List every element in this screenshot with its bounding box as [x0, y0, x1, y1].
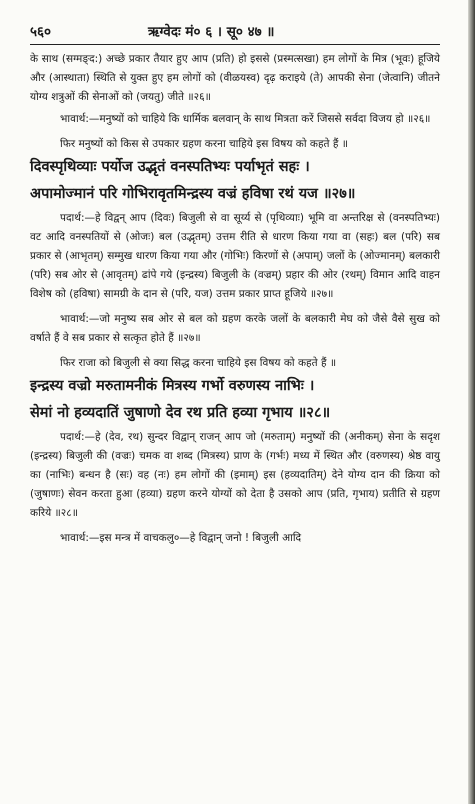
intro-27: फिर मनुष्यों को किस से उपकार ग्रहण करना चाहिये इस विषय को कहते हैं ॥	[60, 138, 349, 150]
padartha-27: पदार्थ:—हे विद्वन् आप (दिवः) बिजुली से वा सूर्य्य से (पृथिव्याः) भूमि वा अन्तरिक्ष से (वनस्पतिभ्यः) वट आदि वनस्पतियों से (ओजः) बल (उद्भृतम्) उत्तम रीति से धारण किया गया वा (सहः) बल (परि) सब प्रकार से (आभृतम्) सम्मुख धारण किया गया और (गोभिः) किरणों से (अपाम्) जलों के (ओज्मानम्) बलकारी (परि) सब ओर से (आवृतम्) ढांपे गये (इन्द्रस्य) बिजुली के (वज्रम्) प्रहार की ओर (रथम्) विमान आदि वाहन विशेष को (हविषा) सामग्री के दान से (परि, यज) उत्तम प्रकार प्राप्त हूजिये ॥२७॥	[30, 212, 440, 300]
mantra-28-line-1: इन्द्रस्य वज्रो मरुतामनीकं मित्रस्य गर्भो वरुणस्य नाभिः ।	[30, 377, 315, 394]
mantra-27-line-1: दिवस्पृथिव्याः पर्योज उद्भृतं वनस्पतिभ्यः पर्याभृतं सहः ।	[30, 158, 310, 175]
bhavartha-27: भावार्थ:—जो मनुष्य सब ओर से बल को ग्रहण करके जलों के बलकारी मेघ को जैसे वैसे सुख को वर्षाते हैं वे सब प्रकार से सत्कृत होते हैं ॥२७॥	[30, 313, 440, 344]
bhavartha-28: भावार्थ:—इस मन्त्र में वाचकलु०—हे विद्वान् जनो ! बिजुली आदि	[60, 532, 302, 544]
mantra-27-line-2: अपामोज्मानं परि गोभिरावृतमिन्द्रस्य वज्रं हविषा रथं यज ॥२७॥	[30, 185, 356, 202]
bhavartha-26: भावार्थ:—मनुष्यों को चाहिये कि धार्मिक बलवान् के साथ मित्रता करें जिससे सर्वदा विजय हो ॥२६॥	[60, 113, 431, 125]
book-spine-shadow	[468, 0, 475, 804]
paragraph-continuation: के साथ (सग्मङ्द:) अच्छे प्रकार तैयार हुए आप (प्रति) हो इससे (प्रस्मत्सखा) हम लोगों के मित्र (भूवः) हूजिये और (आस्थाता) स्थिति से युक्त हुए हम लोगों को (वीळयस्व) दृढ़ कराइये (ते) आपकी सेना (जेत्वानि) जीतने योग्य शत्रुओं की सेनाओं को (जयतु) जीते ॥२६॥	[30, 53, 440, 103]
page-header	[30, 22, 440, 42]
page-body	[30, 50, 440, 548]
mantra-28-line-2: सेमां नो हव्यदातिं जुषाणो देव रथ प्रति हव्या गृभाय ॥२८॥	[30, 404, 331, 421]
header-rule	[30, 44, 440, 45]
intro-28: फिर राजा को बिजुली से क्या सिद्ध करना चाहिये इस विषय को कहते हैं ॥	[60, 357, 337, 369]
running-title: ऋग्वेदः मं० ६ । सू० ४७ ॥	[148, 24, 275, 40]
page-number: ५६०	[30, 24, 52, 40]
padartha-28: पदार्थ:—हे (देव, रथ) सुन्दर विद्वान् राजन् आप जो (मरुताम्) मनुष्यों की (अनीकम्) सेना के सदृश (इन्द्रस्य) बिजुली की (वज्रः) चमक वा शब्द (मित्रस्य) प्राण के (गर्भः) मध्य में स्थित और (वरुणस्य) श्रेष्ठ वायु का (नाभिः) बन्धन है (सः) वह (नः) हम लोगों की (इमाम्) इस (हव्यदातिम्) देने योग्य दान की क्रिया को (जुषाणः) सेवन करता हुआ (हव्या) ग्रहण करने योग्यों को देता है उसको आप (प्रति, गृभाय) प्रतीति से ग्रहण करिये ॥२८॥	[30, 431, 440, 519]
